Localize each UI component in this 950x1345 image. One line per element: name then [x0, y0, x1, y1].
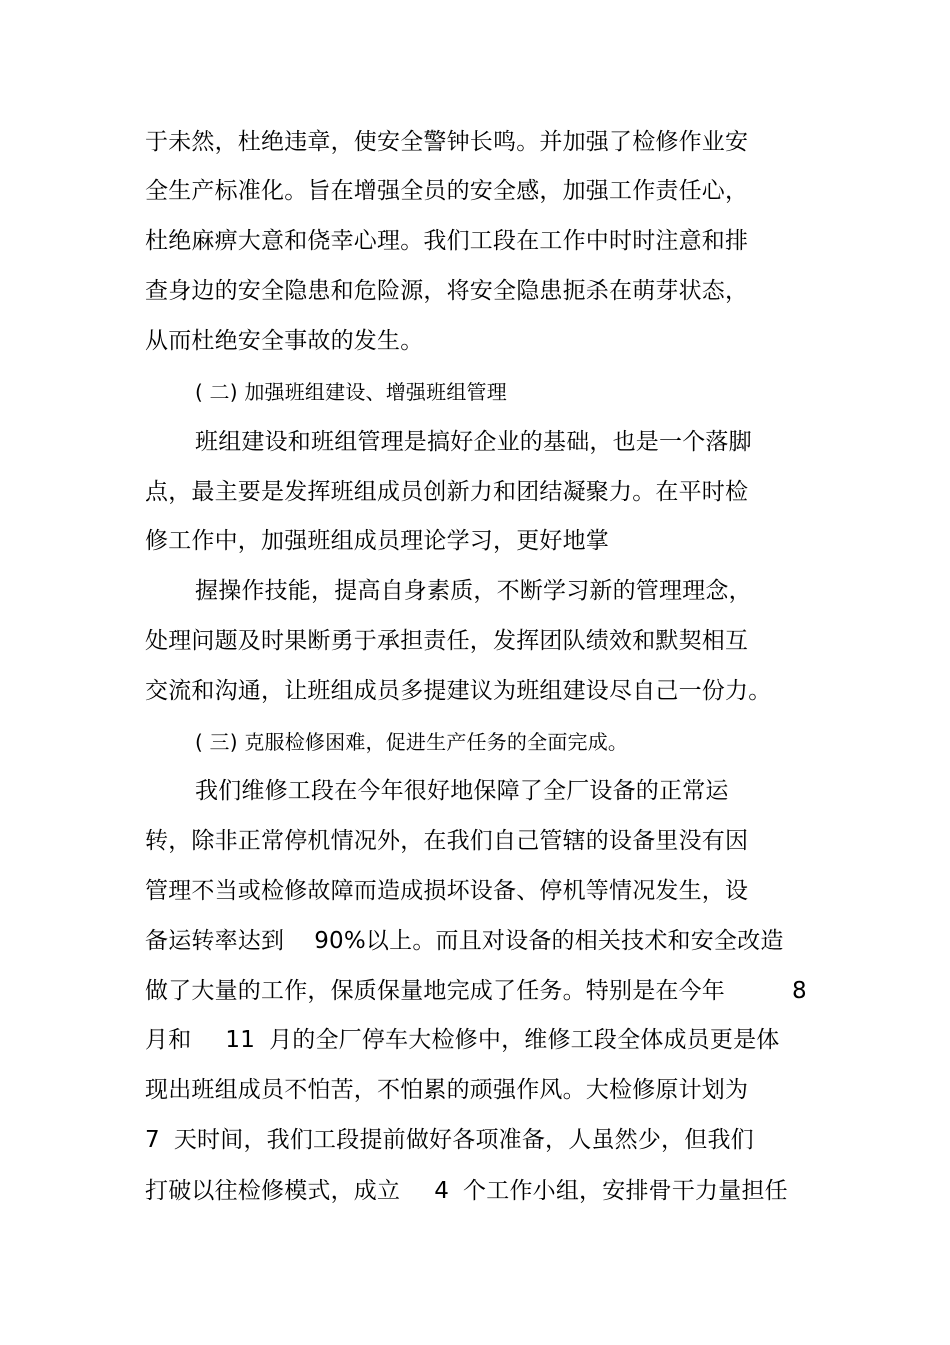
text-line	[145, 1025, 779, 1055]
text-line: 转，除非正常停机情况外，在我们自己管辖的设备里没有因	[145, 828, 749, 854]
number-8: 8	[792, 978, 807, 1004]
text-line	[145, 1125, 754, 1155]
text-line: 交流和沟通，让班组成员多提建议为班组建设尽自己一份力。	[145, 678, 772, 704]
number-4: 4	[434, 1178, 450, 1204]
text-line: 从而杜绝安全事故的发生。	[145, 328, 424, 354]
text-segment: 个工作小组，安排骨干力量担任	[463, 1178, 788, 1204]
number-11: 11	[225, 1027, 256, 1053]
text-line: 修工作中，加强班组成员理论学习，更好地掌	[145, 528, 609, 554]
text-segment: 月的全厂停车大检修中，维修工段全体成员更是体	[269, 1027, 780, 1053]
text-line: 处理问题及时果断勇于承担责任，发挥团队绩效和默契相互	[145, 628, 749, 654]
text-line: 现出班组成员不怕苦，不怕累的顽强作风。大检修原计划为	[145, 1077, 749, 1103]
paragraph-first-line: 班组建设和班组管理是搞好企业的基础，也是一个落脚	[195, 429, 752, 455]
text-segment: 月和	[145, 1027, 192, 1053]
text-segment: 90%以上。而且对设备的相关技术和安全改造	[314, 928, 784, 954]
text-line	[145, 1176, 788, 1206]
text-line: 做了大量的工作，保质保量地完成了任务。特别是在今年	[145, 978, 725, 1004]
paragraph-first-line: 握操作技能，提高自身素质，不断学习新的管理理念，	[195, 578, 752, 604]
text-line: 全生产标准化。旨在增强全员的安全感，加强工作责任心，	[145, 178, 749, 204]
text-line: 查身边的安全隐患和危险源，将安全隐患扼杀在萌芽状态，	[145, 278, 749, 304]
text-line: 点，最主要是发挥班组成员创新力和团结凝聚力。在平时检	[145, 479, 749, 505]
number-7: 7	[145, 1127, 160, 1153]
text-line: 管理不当或检修故障而造成损坏设备、停机等情况发生，设	[145, 878, 749, 904]
text-line: 杜绝麻痹大意和侥幸心理。我们工段在工作中时时注意和排	[145, 228, 749, 254]
section-heading-3: ( 三) 克服检修困难，促进生产任务的全面完成。	[195, 730, 629, 754]
paragraph-first-line: 我们维修工段在今年很好地保障了全厂设备的正常运	[195, 778, 729, 804]
text-line	[145, 926, 784, 956]
section-heading-2: ( 二) 加强班组建设、增强班组管理	[195, 380, 507, 404]
text-segment: 备运转率达到	[145, 928, 285, 954]
text-line: 于未然，杜绝违章，使安全警钟长鸣。并加强了检修作业安	[145, 129, 749, 155]
text-segment: 天时间，我们工段提前做好各项准备，人虽然少，但我们	[173, 1127, 754, 1153]
text-segment: 打破以往检修模式，成立	[145, 1178, 401, 1204]
